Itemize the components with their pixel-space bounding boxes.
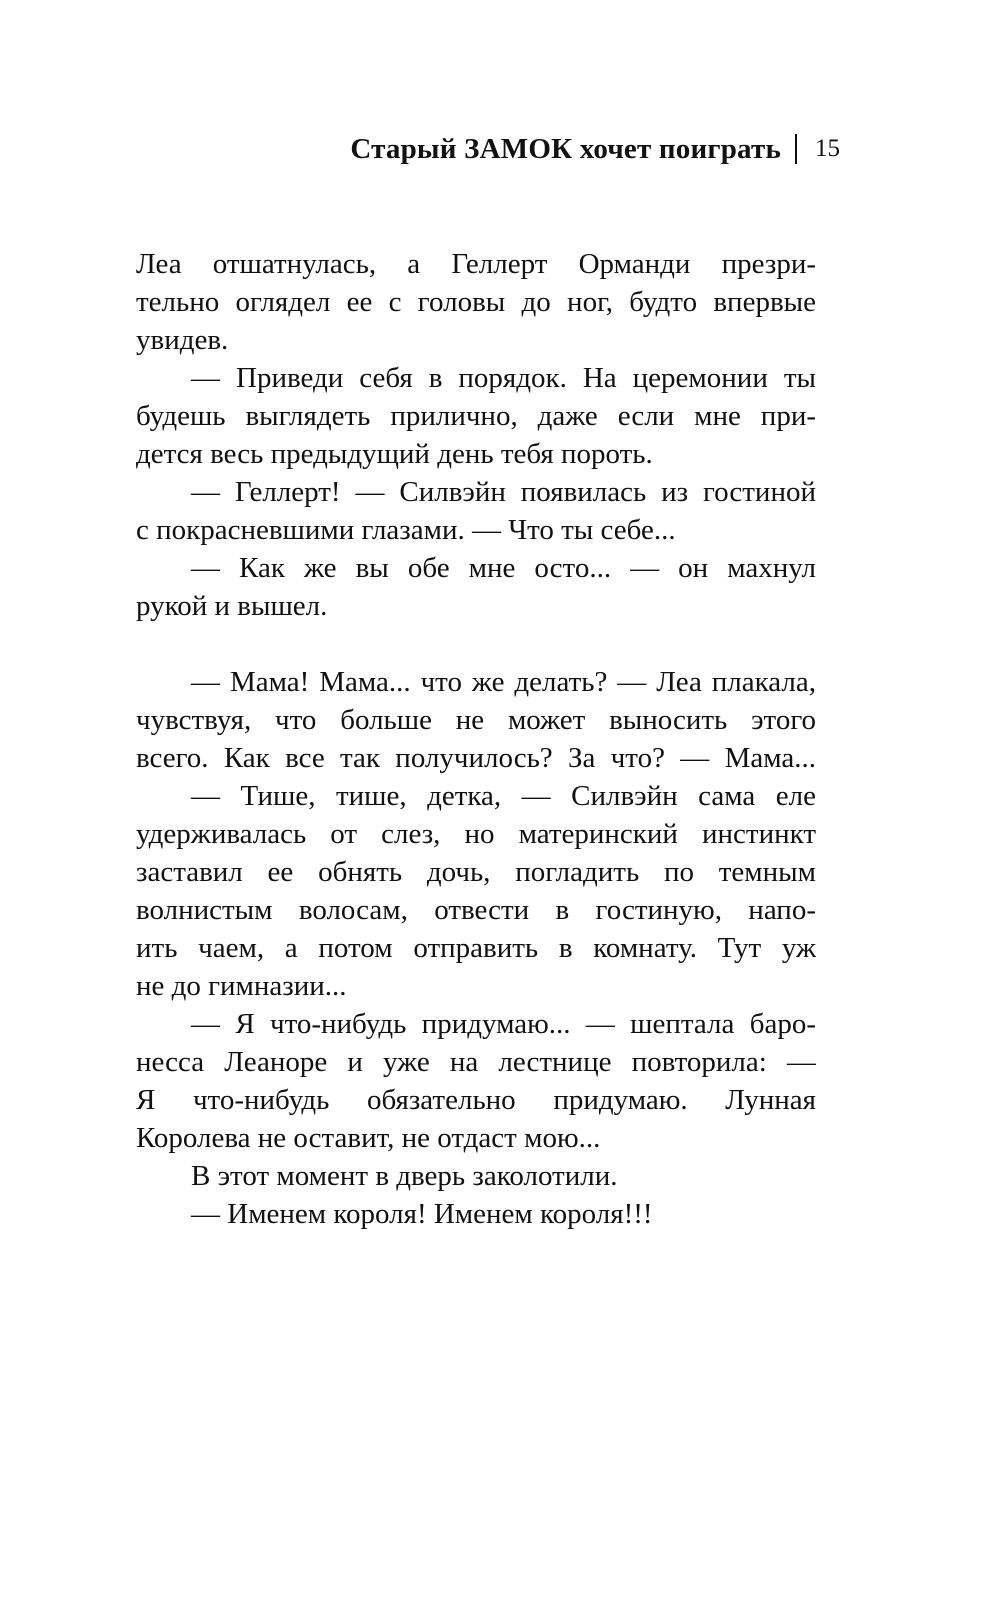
text-line: Леа отшатнулась, а Геллерт Орманди презри- <box>136 248 816 280</box>
text-line: — Геллерт! — Силвэйн появилась из гостиной <box>191 476 816 508</box>
text-line: Королева не оставит, не отдаст мою... <box>136 1122 601 1154</box>
text-line: с покрасневшими глазами. — Что ты себе... <box>136 514 676 546</box>
text-line: — Как же вы обе мне осто... — он махнул <box>191 552 816 584</box>
text-line: — Приведи себя в порядок. На церемонии ты <box>191 362 816 394</box>
text-line: тельно оглядел ее с головы до ног, будто впервые <box>136 286 816 318</box>
text-line: Я что-нибудь обязательно придумаю. Лунная <box>136 1084 816 1116</box>
text-line: удерживалась от слез, но материнский инстинкт <box>136 818 816 850</box>
text-line: — Именем короля! Именем короля!!! <box>191 1198 653 1230</box>
text-line: чувствуя, что больше не может выносить этого <box>136 704 816 736</box>
page-number: 15 <box>815 135 840 162</box>
text-line: — Я что-нибудь придумаю... — шептала баро- <box>191 1008 816 1040</box>
text-line: заставил ее обнять дочь, погладить по темным <box>136 856 816 888</box>
text-line: рукой и вышел. <box>136 590 328 622</box>
text-line: дется весь предыдущий день тебя пороть. <box>136 438 653 470</box>
text-line: волнистым волосам, отвести в гостиную, напо- <box>136 894 816 926</box>
running-header <box>350 127 840 171</box>
text-line: ить чаем, а потом отправить в комнату. Тут уж <box>136 932 816 964</box>
text-line: — Тише, тише, детка, — Силвэйн сама еле <box>191 780 816 812</box>
text-line: несса Леаноре и уже на лестнице повторила: — <box>136 1046 816 1078</box>
text-line: — Мама! Мама... что же делать? — Леа плакала, <box>191 666 816 698</box>
text-line: всего. Как все так получилось? За что? — Мама... <box>136 742 816 774</box>
running-title: Старый ЗАМОК хочет поиграть <box>350 132 781 165</box>
body-text <box>136 245 816 1233</box>
text-line: увидев. <box>136 324 229 356</box>
header-divider <box>795 134 797 164</box>
text-line: не до гимназии... <box>136 970 347 1002</box>
scene-break <box>136 625 816 663</box>
text-line: будешь выглядеть прилично, даже если мне при- <box>136 400 816 432</box>
text-line: В этот момент в дверь заколотили. <box>191 1160 618 1192</box>
